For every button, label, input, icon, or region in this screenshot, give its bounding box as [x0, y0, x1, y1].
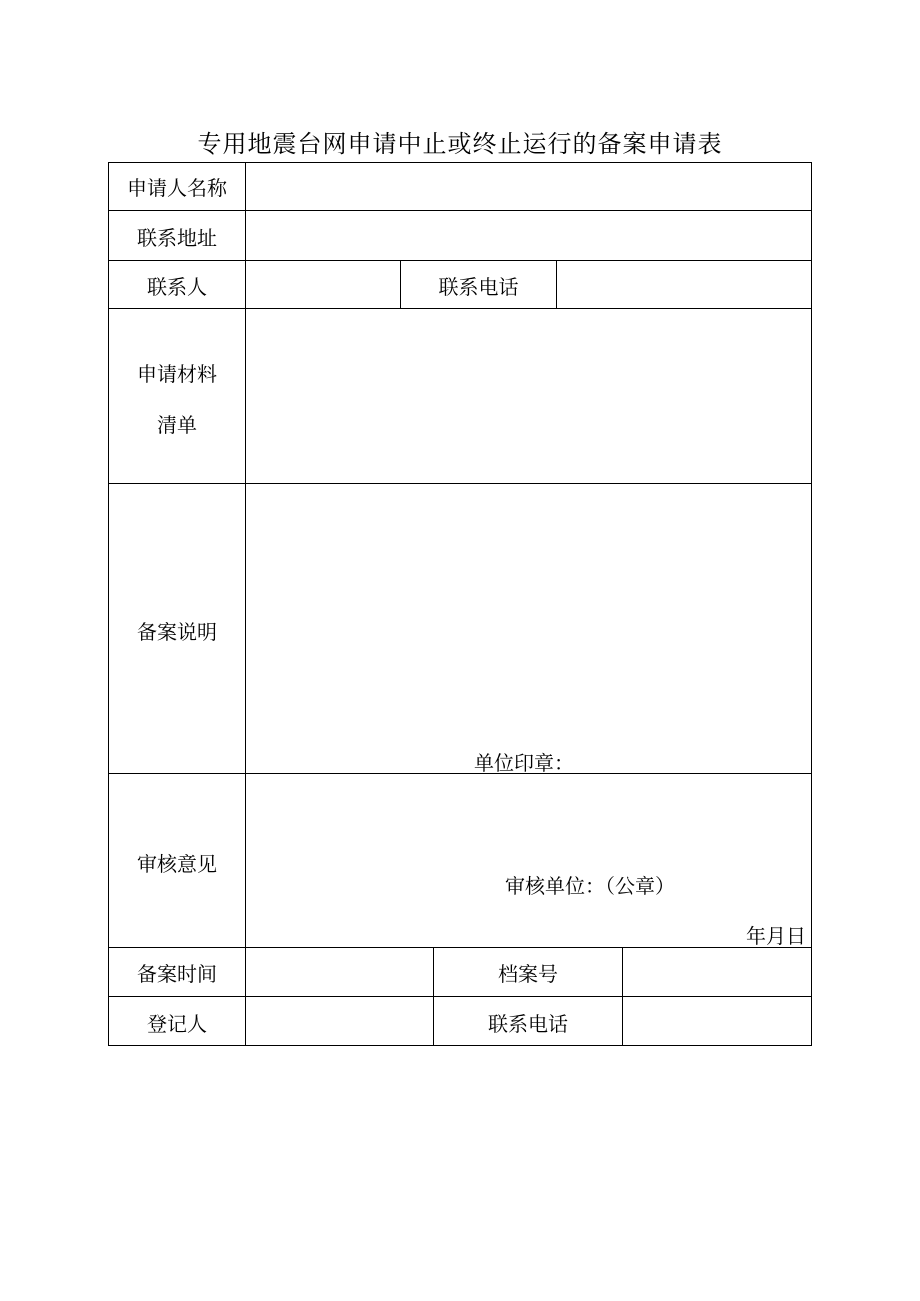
row-separator — [108, 996, 812, 997]
materials-label-line1: 申请材料 — [137, 362, 217, 386]
row-separator — [108, 773, 812, 774]
row-separator — [108, 260, 812, 261]
row-separator — [108, 308, 812, 309]
filing-time-label: 备案时间 — [137, 962, 217, 986]
table-bottom-border — [108, 1045, 812, 1046]
file-number-label: 档案号 — [498, 962, 558, 986]
contact-address-label: 联系地址 — [137, 226, 217, 250]
table-right-border — [811, 162, 812, 1046]
row-separator — [108, 947, 812, 948]
review-unit-label: 审核单位：（公章） — [505, 874, 675, 898]
row-separator — [108, 210, 812, 211]
table-top-border — [108, 162, 812, 163]
form-title: 专用地震台网申请中止或终止运行的备案申请表 — [197, 130, 723, 158]
date-label: 年月日 — [746, 924, 806, 948]
registrar-label: 登记人 — [147, 1012, 207, 1036]
contact-person-label: 联系人 — [147, 275, 207, 299]
filing-note-label: 备案说明 — [137, 620, 217, 644]
registrar-phone-label: 联系电话 — [488, 1012, 568, 1036]
materials-label-line2: 清单 — [157, 413, 197, 437]
row-separator — [108, 483, 812, 484]
applicant-name-label: 申请人名称 — [127, 176, 227, 200]
unit-seal-label: 单位印章： — [474, 751, 574, 775]
review-opinion-label: 审核意见 — [137, 852, 217, 876]
contact-phone-label: 联系电话 — [438, 275, 519, 299]
